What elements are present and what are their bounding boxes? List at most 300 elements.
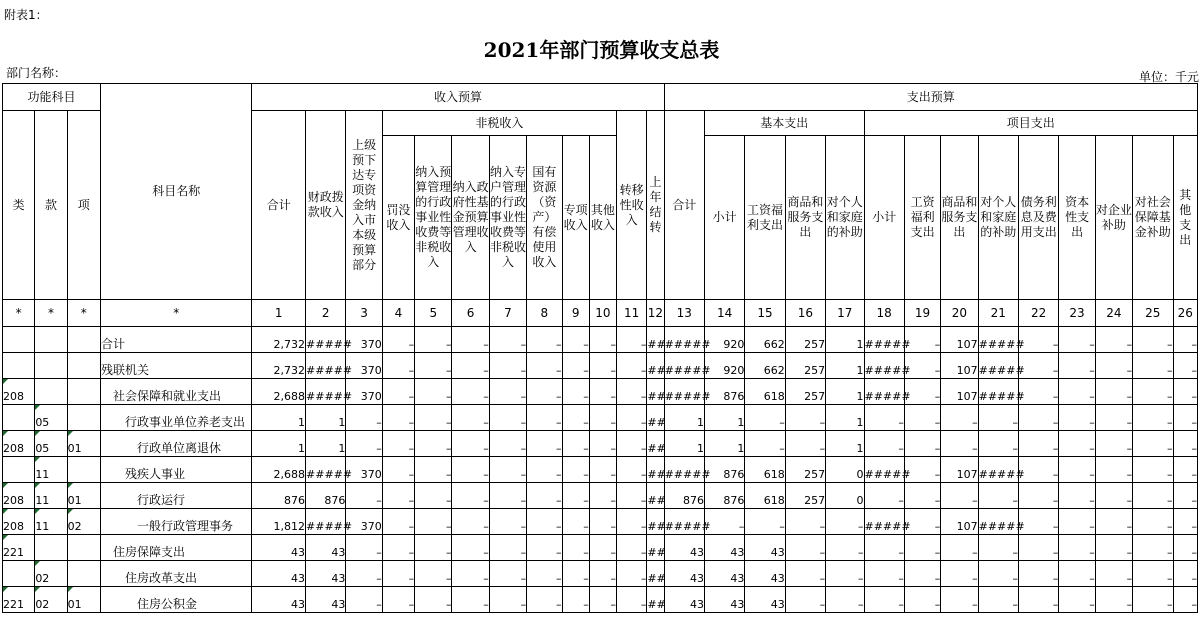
- value-cell: –: [346, 587, 382, 613]
- value-cell: 1: [704, 431, 744, 457]
- code-xiang: 01: [67, 483, 100, 509]
- value-cell: –: [864, 431, 904, 457]
- value-cell: –: [1173, 509, 1198, 535]
- header-c10: 其他收入: [589, 136, 616, 300]
- table-row: [3, 405, 1198, 431]
- value-cell: –: [978, 587, 1018, 613]
- header-c16: 商品和服务支出: [785, 136, 825, 300]
- value-cell: –: [415, 483, 452, 509]
- value-cell: –: [1095, 509, 1132, 535]
- code-kuan: 02: [35, 587, 67, 613]
- value-cell: 1: [252, 405, 306, 431]
- value-cell: –: [1133, 379, 1173, 405]
- value-cell: #####: [664, 509, 704, 535]
- value-cell: –: [489, 379, 526, 405]
- header-c13: 合计: [664, 111, 704, 300]
- value-cell: –: [1133, 327, 1173, 353]
- value-cell: 43: [704, 535, 744, 561]
- code-kuan: [35, 353, 67, 379]
- column-index-cell: *: [100, 300, 252, 327]
- value-cell: –: [589, 327, 616, 353]
- value-cell: ##: [647, 379, 664, 405]
- value-cell: –: [617, 327, 647, 353]
- header-c9: 专项收入: [562, 136, 589, 300]
- value-cell: –: [382, 483, 414, 509]
- header-xiang: 项: [67, 111, 100, 300]
- value-cell: –: [452, 405, 489, 431]
- column-index-cell: 24: [1095, 300, 1132, 327]
- value-cell: #####: [978, 379, 1018, 405]
- value-cell: –: [452, 509, 489, 535]
- value-cell: 2,688: [252, 457, 306, 483]
- cell-marker-icon: [68, 483, 73, 488]
- subject-name-cell: 行政单位离退休: [100, 431, 252, 457]
- value-cell: –: [978, 483, 1018, 509]
- column-index-cell: *: [3, 300, 35, 327]
- value-cell: –: [617, 535, 647, 561]
- value-cell: –: [1059, 353, 1095, 379]
- value-cell: 43: [745, 561, 785, 587]
- value-cell: –: [941, 431, 978, 457]
- value-cell: –: [527, 483, 562, 509]
- cell-marker-icon: [35, 509, 40, 514]
- value-cell: –: [589, 353, 616, 379]
- cell-marker-icon: [3, 535, 8, 540]
- value-cell: –: [1019, 353, 1059, 379]
- table-row: [3, 509, 1198, 535]
- value-cell: –: [745, 431, 785, 457]
- value-cell: –: [1059, 587, 1095, 613]
- value-cell: –: [527, 587, 562, 613]
- value-cell: –: [864, 535, 904, 561]
- value-cell: –: [1059, 431, 1095, 457]
- header-c5: 纳入预算管理的行政事业性收费等非税收入: [415, 136, 452, 300]
- code-xiang: 02: [67, 509, 100, 535]
- cell-marker-icon: [3, 431, 8, 436]
- code-xiang: 01: [67, 587, 100, 613]
- value-cell: –: [589, 535, 616, 561]
- header-c12: 上年结转: [647, 111, 664, 300]
- value-cell: #####: [306, 353, 346, 379]
- cell-marker-icon: [35, 561, 40, 566]
- value-cell: –: [785, 587, 825, 613]
- code-lei: [3, 561, 35, 587]
- cell-marker-icon: [3, 509, 8, 514]
- subject-name-cell: 合计: [100, 327, 252, 353]
- value-cell: 876: [664, 483, 704, 509]
- column-index-cell: 16: [785, 300, 825, 327]
- value-cell: –: [562, 379, 589, 405]
- value-cell: –: [1095, 483, 1132, 509]
- code-xiang: [67, 379, 100, 405]
- value-cell: –: [617, 353, 647, 379]
- column-index-cell: 3: [346, 300, 382, 327]
- column-index-cell: 5: [415, 300, 452, 327]
- value-cell: –: [864, 483, 904, 509]
- value-cell: 2,688: [252, 379, 306, 405]
- column-index-cell: 26: [1173, 300, 1198, 327]
- column-index-cell: 8: [527, 300, 562, 327]
- code-lei: [3, 327, 35, 353]
- value-cell: –: [941, 483, 978, 509]
- value-cell: 1: [664, 431, 704, 457]
- value-cell: –: [941, 587, 978, 613]
- value-cell: –: [1133, 457, 1173, 483]
- column-index-cell: 18: [864, 300, 904, 327]
- value-cell: –: [1059, 327, 1095, 353]
- code-kuan: 05: [35, 405, 67, 431]
- code-lei: 208: [3, 431, 35, 457]
- code-kuan: 02: [35, 561, 67, 587]
- value-cell: –: [785, 561, 825, 587]
- header-c3: 上级预下达专项资金纳入市本级预算部分: [346, 111, 382, 300]
- table-row: [3, 535, 1198, 561]
- value-cell: #####: [664, 379, 704, 405]
- value-cell: 257: [785, 327, 825, 353]
- value-cell: 43: [745, 535, 785, 561]
- value-cell: –: [1095, 587, 1132, 613]
- code-kuan: [35, 535, 67, 561]
- value-cell: –: [382, 327, 414, 353]
- value-cell: 257: [785, 457, 825, 483]
- column-index-cell: 14: [704, 300, 744, 327]
- value-cell: –: [1059, 561, 1095, 587]
- value-cell: –: [904, 535, 940, 561]
- value-cell: 1: [826, 327, 864, 353]
- value-cell: –: [978, 405, 1018, 431]
- value-cell: –: [415, 353, 452, 379]
- value-cell: –: [489, 587, 526, 613]
- code-kuan: 11: [35, 457, 67, 483]
- value-cell: –: [617, 379, 647, 405]
- code-lei: 208: [3, 379, 35, 405]
- value-cell: –: [415, 457, 452, 483]
- value-cell: –: [415, 327, 452, 353]
- value-cell: –: [452, 561, 489, 587]
- value-cell: #####: [978, 353, 1018, 379]
- unit-label: 单位：千元: [1138, 70, 1199, 84]
- value-cell: –: [527, 431, 562, 457]
- header-c20: 商品和服务支出: [941, 136, 978, 300]
- cell-marker-icon: [35, 405, 40, 410]
- value-cell: #####: [864, 457, 904, 483]
- value-cell: 618: [745, 483, 785, 509]
- value-cell: –: [589, 431, 616, 457]
- header-c14: 小计: [704, 136, 744, 300]
- value-cell: 43: [664, 587, 704, 613]
- table-row: [3, 457, 1198, 483]
- value-cell: –: [864, 561, 904, 587]
- value-cell: –: [589, 483, 616, 509]
- value-cell: ##: [647, 509, 664, 535]
- value-cell: –: [904, 327, 940, 353]
- value-cell: –: [527, 509, 562, 535]
- value-cell: –: [826, 535, 864, 561]
- value-cell: –: [826, 509, 864, 535]
- value-cell: –: [382, 405, 414, 431]
- code-kuan: [35, 379, 67, 405]
- value-cell: –: [1019, 327, 1059, 353]
- column-index-cell: *: [67, 300, 100, 327]
- value-cell: –: [745, 405, 785, 431]
- header-subject-name: 科目名称: [100, 84, 252, 300]
- value-cell: –: [382, 353, 414, 379]
- value-cell: –: [785, 405, 825, 431]
- value-cell: –: [704, 509, 744, 535]
- value-cell: –: [1133, 405, 1173, 431]
- value-cell: 257: [785, 483, 825, 509]
- header-c7: 纳入专户管理的行政事业性收费等非税收入: [489, 136, 526, 300]
- code-xiang: [67, 561, 100, 587]
- code-kuan: [35, 327, 67, 353]
- code-lei: [3, 405, 35, 431]
- value-cell: –: [1059, 483, 1095, 509]
- value-cell: –: [1095, 431, 1132, 457]
- value-cell: ##: [647, 587, 664, 613]
- value-cell: –: [1173, 561, 1198, 587]
- code-kuan: 05: [35, 431, 67, 457]
- value-cell: –: [415, 405, 452, 431]
- header-kuan: 款: [35, 111, 67, 300]
- header-c25: 对社会保障基金补助: [1133, 136, 1173, 300]
- value-cell: –: [562, 587, 589, 613]
- value-cell: –: [826, 561, 864, 587]
- value-cell: –: [1095, 379, 1132, 405]
- value-cell: –: [941, 405, 978, 431]
- subject-name-cell: 行政事业单位养老支出: [100, 405, 252, 431]
- value-cell: 876: [252, 483, 306, 509]
- header-c15: 工资福利支出: [745, 136, 785, 300]
- value-cell: –: [617, 457, 647, 483]
- cell-marker-icon: [3, 379, 8, 384]
- value-cell: 618: [745, 457, 785, 483]
- value-cell: 1: [306, 431, 346, 457]
- value-cell: –: [1133, 431, 1173, 457]
- value-cell: 1,812: [252, 509, 306, 535]
- code-xiang: [67, 353, 100, 379]
- code-xiang: [67, 327, 100, 353]
- value-cell: –: [452, 431, 489, 457]
- column-index-cell: 9: [562, 300, 589, 327]
- value-cell: –: [346, 483, 382, 509]
- value-cell: –: [785, 431, 825, 457]
- department-name-label: 部门名称：: [6, 66, 67, 80]
- table-row: [3, 431, 1198, 457]
- code-lei: [3, 353, 35, 379]
- value-cell: –: [489, 561, 526, 587]
- value-cell: –: [346, 535, 382, 561]
- header-c22: 债务利息及费用支出: [1019, 136, 1059, 300]
- value-cell: –: [617, 431, 647, 457]
- table-title: 2021年部门预算收支总表: [483, 38, 720, 62]
- value-cell: –: [1019, 431, 1059, 457]
- value-cell: –: [562, 353, 589, 379]
- value-cell: –: [978, 431, 1018, 457]
- value-cell: –: [1095, 353, 1132, 379]
- value-cell: –: [1133, 509, 1173, 535]
- column-index-cell: 19: [904, 300, 940, 327]
- value-cell: –: [415, 431, 452, 457]
- value-cell: –: [1173, 353, 1198, 379]
- column-index-cell: *: [35, 300, 67, 327]
- value-cell: –: [1059, 379, 1095, 405]
- value-cell: –: [1095, 561, 1132, 587]
- value-cell: –: [562, 509, 589, 535]
- value-cell: 43: [704, 587, 744, 613]
- value-cell: –: [1133, 483, 1173, 509]
- column-index-cell: 10: [589, 300, 616, 327]
- value-cell: –: [826, 587, 864, 613]
- value-cell: –: [1019, 509, 1059, 535]
- column-index-row: [3, 300, 1198, 327]
- value-cell: –: [1173, 431, 1198, 457]
- value-cell: 370: [346, 509, 382, 535]
- value-cell: #####: [978, 509, 1018, 535]
- subject-name-cell: 残疾人事业: [100, 457, 252, 483]
- value-cell: –: [527, 405, 562, 431]
- value-cell: –: [1173, 327, 1198, 353]
- value-cell: –: [1173, 457, 1198, 483]
- value-cell: –: [562, 457, 589, 483]
- value-cell: –: [1173, 405, 1198, 431]
- code-xiang: [67, 535, 100, 561]
- value-cell: #####: [306, 457, 346, 483]
- value-cell: 43: [306, 561, 346, 587]
- value-cell: –: [489, 535, 526, 561]
- value-cell: 43: [704, 561, 744, 587]
- cell-marker-icon: [35, 483, 40, 488]
- subject-name-cell: 一般行政管理事务: [100, 509, 252, 535]
- value-cell: ##: [647, 327, 664, 353]
- value-cell: –: [904, 431, 940, 457]
- cell-marker-icon: [68, 509, 73, 514]
- value-cell: –: [617, 483, 647, 509]
- header-c6: 纳入政府性基金预算管理收入: [452, 136, 489, 300]
- value-cell: –: [489, 431, 526, 457]
- value-cell: 1: [664, 405, 704, 431]
- value-cell: #####: [864, 379, 904, 405]
- value-cell: 920: [704, 327, 744, 353]
- value-cell: –: [864, 587, 904, 613]
- value-cell: –: [1019, 379, 1059, 405]
- table-row: [3, 587, 1198, 613]
- value-cell: –: [1133, 353, 1173, 379]
- header-c26: 其他支出: [1173, 136, 1198, 300]
- value-cell: –: [941, 535, 978, 561]
- value-cell: –: [382, 431, 414, 457]
- value-cell: –: [617, 587, 647, 613]
- value-cell: #####: [864, 353, 904, 379]
- value-cell: –: [346, 431, 382, 457]
- value-cell: 1: [826, 379, 864, 405]
- value-cell: –: [1173, 535, 1198, 561]
- value-cell: ##: [647, 457, 664, 483]
- code-xiang: [67, 405, 100, 431]
- code-lei: [3, 457, 35, 483]
- value-cell: –: [1133, 587, 1173, 613]
- value-cell: –: [745, 509, 785, 535]
- cell-marker-icon: [35, 587, 40, 592]
- value-cell: –: [1095, 327, 1132, 353]
- cell-marker-icon: [3, 587, 8, 592]
- table-row: [3, 483, 1198, 509]
- value-cell: –: [589, 587, 616, 613]
- value-cell: –: [562, 483, 589, 509]
- code-lei: 221: [3, 535, 35, 561]
- value-cell: –: [1019, 405, 1059, 431]
- value-cell: 370: [346, 379, 382, 405]
- value-cell: –: [452, 457, 489, 483]
- column-index-cell: 13: [664, 300, 704, 327]
- value-cell: –: [346, 405, 382, 431]
- value-cell: –: [617, 405, 647, 431]
- value-cell: –: [415, 535, 452, 561]
- value-cell: 1: [826, 353, 864, 379]
- value-cell: –: [489, 353, 526, 379]
- value-cell: –: [904, 379, 940, 405]
- value-cell: #####: [664, 353, 704, 379]
- value-cell: 43: [306, 535, 346, 561]
- subject-name-cell: 行政运行: [100, 483, 252, 509]
- value-cell: 43: [745, 587, 785, 613]
- subject-name-cell: 社会保障和就业支出: [100, 379, 252, 405]
- header-c18: 小计: [864, 136, 904, 300]
- cell-marker-icon: [68, 587, 73, 592]
- value-cell: 1: [306, 405, 346, 431]
- value-cell: 43: [252, 561, 306, 587]
- value-cell: 43: [306, 587, 346, 613]
- value-cell: –: [489, 483, 526, 509]
- code-lei: 208: [3, 509, 35, 535]
- cell-marker-icon: [35, 457, 40, 462]
- subject-name-cell: 住房公积金: [100, 587, 252, 613]
- value-cell: ##: [647, 431, 664, 457]
- value-cell: –: [1133, 561, 1173, 587]
- value-cell: 257: [785, 353, 825, 379]
- value-cell: –: [382, 587, 414, 613]
- value-cell: –: [527, 561, 562, 587]
- value-cell: #####: [864, 327, 904, 353]
- value-cell: –: [452, 379, 489, 405]
- value-cell: #####: [306, 379, 346, 405]
- value-cell: –: [1095, 535, 1132, 561]
- value-cell: –: [1173, 379, 1198, 405]
- subject-name-cell: 残联机关: [100, 353, 252, 379]
- column-index-cell: 15: [745, 300, 785, 327]
- value-cell: ##: [647, 405, 664, 431]
- column-index-cell: 25: [1133, 300, 1173, 327]
- value-cell: –: [382, 509, 414, 535]
- header-c24: 对企业补助: [1095, 136, 1132, 300]
- value-cell: –: [589, 405, 616, 431]
- subject-name-cell: 住房改革支出: [100, 561, 252, 587]
- column-index-cell: 1: [252, 300, 306, 327]
- value-cell: #####: [306, 327, 346, 353]
- value-cell: –: [904, 561, 940, 587]
- code-kuan: 11: [35, 509, 67, 535]
- header-c21: 对个人和家庭的补助: [978, 136, 1018, 300]
- code-kuan: 11: [35, 483, 67, 509]
- value-cell: #####: [664, 457, 704, 483]
- value-cell: –: [562, 327, 589, 353]
- code-xiang: 01: [67, 431, 100, 457]
- value-cell: 1: [826, 431, 864, 457]
- value-cell: ##: [647, 483, 664, 509]
- value-cell: –: [1019, 457, 1059, 483]
- value-cell: –: [617, 509, 647, 535]
- header-income-budget: 收入预算: [252, 84, 664, 111]
- header-func-subject: 功能科目: [3, 84, 101, 111]
